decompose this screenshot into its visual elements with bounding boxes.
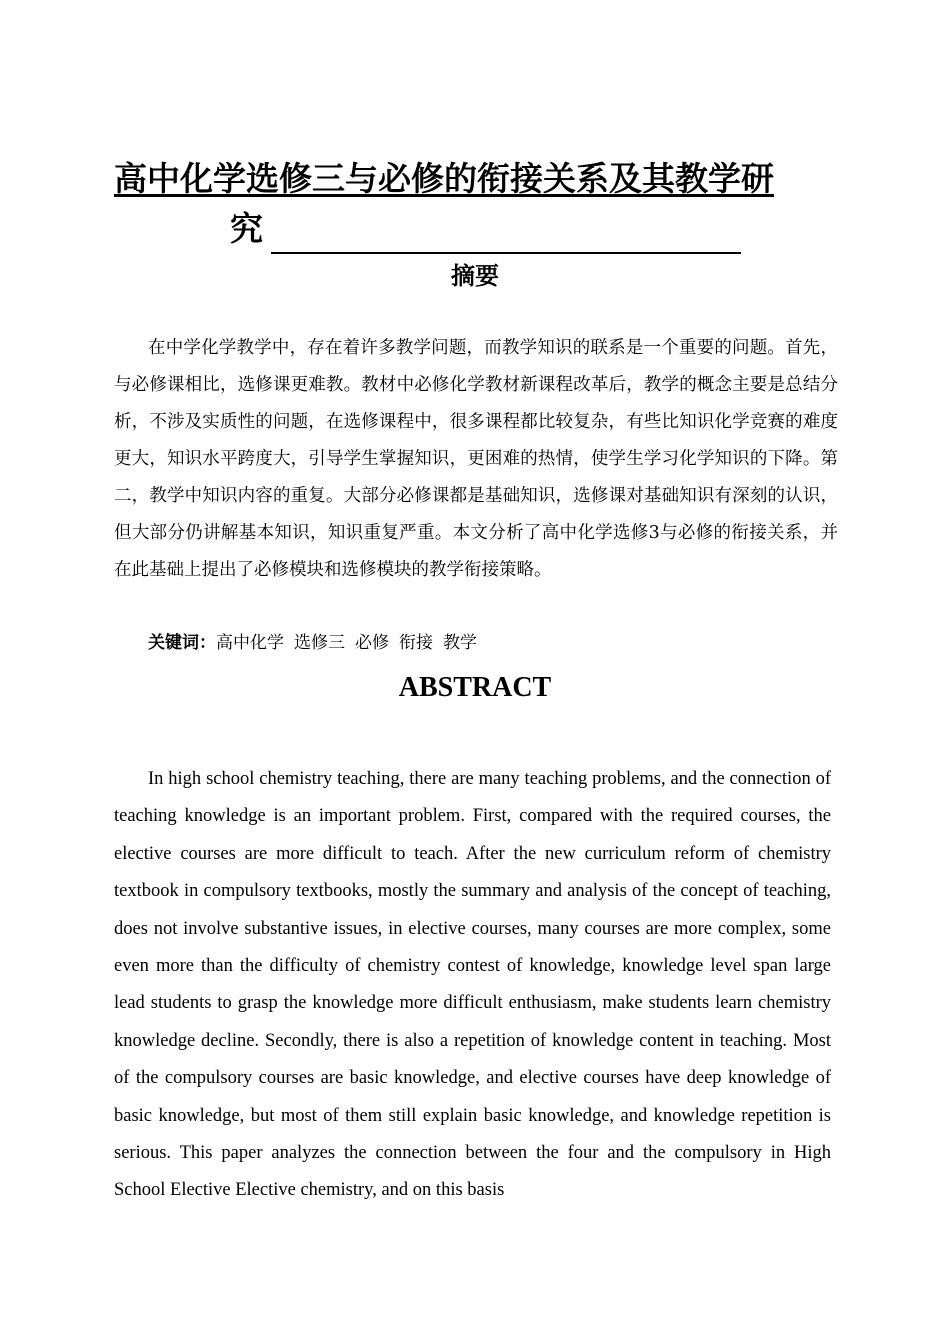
document-title	[114, 154, 834, 254]
keyword-item: 高中化学	[216, 633, 284, 653]
abstract-en-paragraph: In high school chemistry teaching, there are many teaching problems, and the connection of teaching knowledge is an important problem. First, compared with the required courses, the elective courses are more difficult to teach. After the new curriculum reform of chemistry textbook in compulsory textbooks, mostly the summary and analysis of the concept of teaching, does not involve substantive issues, in elective courses, many courses are more complex, some even more than the difficulty of chemistry contest of knowledge, knowledge level span large lead students to grasp the knowledge more difficult enthusiasm, make students learn chemistry knowledge decline. Secondly, there is also a repetition of knowledge content in teaching. Most of the compulsory courses are basic knowledge, and elective courses have deep knowledge of basic knowledge, but most of them still explain basic knowledge, and knowledge repetition is serious. This paper analyzes the connection between the four and the compulsory in High School Elective Elective chemistry, and on this basis	[114, 769, 831, 1201]
keywords-line	[148, 628, 487, 658]
abstract-zh-paragraph: 在中学化学教学中，存在着许多教学问题，而教学知识的联系是一个重要的问题。首先，与必修课相比，选修课更难教。教材中必修化学教材新课程改革后，教学的概念主要是总结分析，不涉及实质性的问题，在选修课程中，很多课程都比较复杂，有些比知识化学竞赛的难度更大，知识水平跨度大，引导学生掌握知识，更困难的热情，使学生学习化学知识的下降。第二，教学中知识内容的重复。大部分必修课都是基础知识，选修课对基础知识有深刻的认识，但大部分仍讲解基本知识，知识重复严重。本文分析了高中化学选修3与必修的衔接关系，并在此基础上提出了必修模块和选修模块的教学衔接策略。	[114, 338, 838, 580]
abstract-zh-heading: 摘要	[451, 262, 499, 290]
title-line-1: 高中化学选修三与必修的衔接关系及其教学研	[114, 159, 774, 198]
keyword-item: 衔接	[399, 633, 433, 653]
keyword-item: 必修	[355, 633, 389, 653]
title-line-2-text: 究	[230, 209, 263, 248]
title-underline-rule	[271, 214, 741, 254]
title-line-2	[230, 204, 834, 254]
keywords-label: 关键词：	[148, 633, 216, 653]
keyword-item: 教学	[443, 633, 477, 653]
abstract-en-heading: ABSTRACT	[398, 672, 552, 703]
keyword-item: 选修三	[294, 633, 345, 653]
